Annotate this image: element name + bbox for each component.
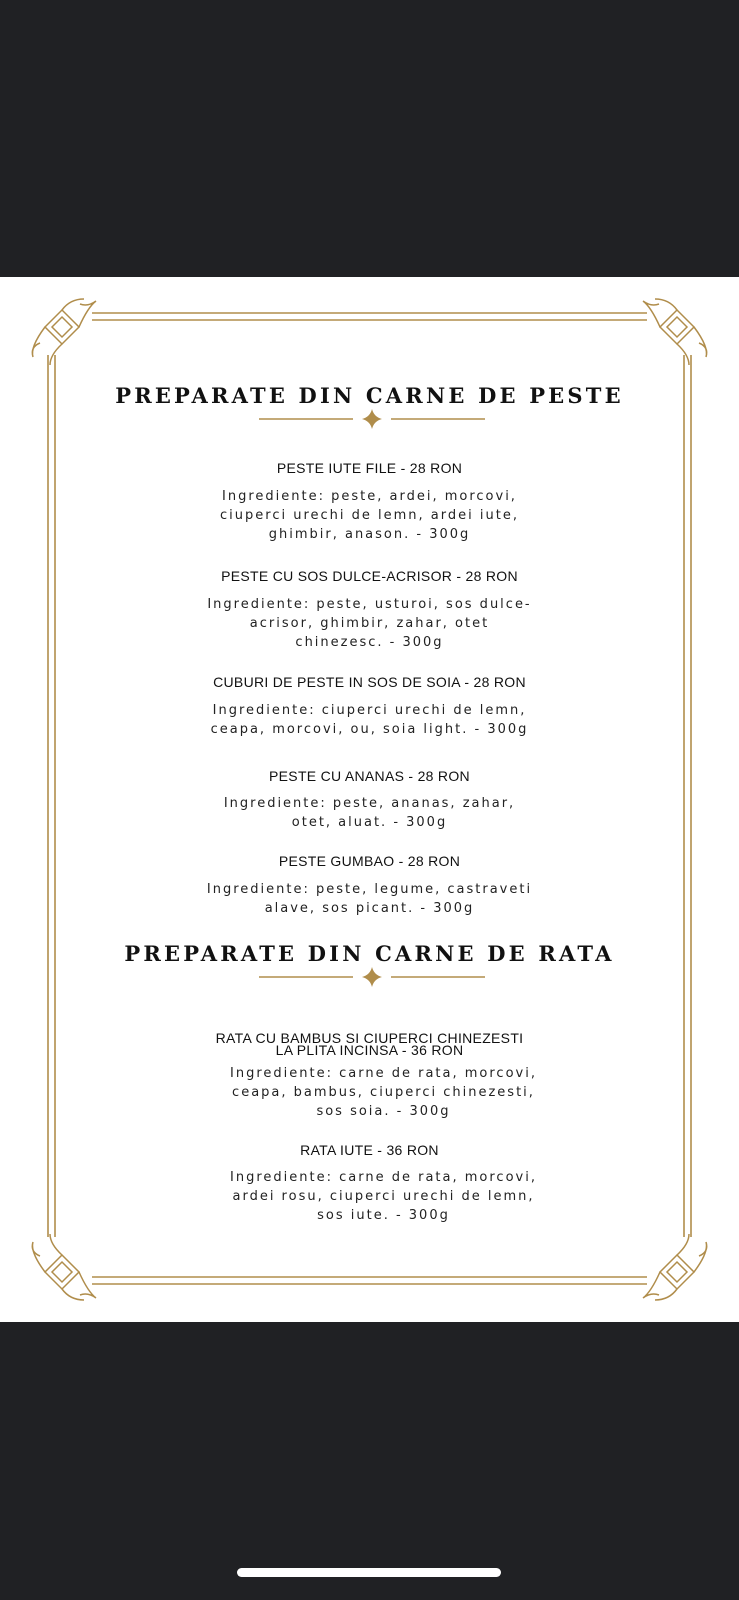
star-divider-icon <box>259 407 485 431</box>
menu-item-description: Ingrediente: carne de rata, morcovi, ardei rosu, ciuperci urechi de lemn, sos iute. - 300g <box>230 1170 537 1223</box>
menu-item-description: Ingrediente: peste, ananas, zahar, otet, aluat. - 300g <box>223 796 516 830</box>
menu-item-name: CUBURI DE PESTE IN SOS DE SOIA - 28 RON <box>213 674 526 690</box>
menu-item-name: PESTE GUMBAO - 28 RON <box>278 853 461 869</box>
menu-item-name: RATA CU BAMBUS SI CIUPERCI CHINEZESTI LA PLITA INCINSA - 36 RON <box>215 1030 524 1058</box>
section-title-fish: PREPARATE DIN CARNE DE PESTE <box>115 383 624 408</box>
corner-ornament-top-right-icon <box>643 299 707 365</box>
menu-item-description: Ingrediente: ciuperci urechi de lemn, ceapa, morcovi, ou, soia light. - 300g <box>210 703 529 737</box>
menu-item-name: RATA IUTE - 36 RON <box>300 1142 439 1158</box>
menu-item-description: Ingrediente: peste, usturoi, sos dulce- acrisor, ghimbir, zahar, otet chinezesc. - 300g <box>207 597 532 650</box>
corner-ornament-bottom-left-icon <box>32 1234 96 1300</box>
menu-item-description: Ingrediente: carne de rata, morcovi, ceapa, bambus, ciuperci chinezesti, sos soia. - 300g <box>230 1066 537 1119</box>
star-divider-icon <box>259 965 485 989</box>
menu-item-name: PESTE CU ANANAS - 28 RON <box>269 768 470 784</box>
corner-ornament-top-left-icon <box>32 299 96 365</box>
corner-ornament-bottom-right-icon <box>643 1234 707 1300</box>
menu-item-description: Ingrediente: peste, legume, castraveti alave, sos picant. - 300g <box>206 882 533 916</box>
home-indicator[interactable] <box>237 1568 501 1577</box>
menu-item-name: PESTE CU SOS DULCE-ACRISOR - 28 RON <box>221 568 518 584</box>
section-title-duck: PREPARATE DIN CARNE DE RATA <box>124 941 615 966</box>
menu-item-description: Ingrediente: peste, ardei, morcovi, ciuperci urechi de lemn, ardei iute, ghimbir, anason. - 300g <box>220 489 519 542</box>
menu-item-name: PESTE IUTE FILE - 28 RON <box>276 460 463 476</box>
menu-card <box>0 277 739 1322</box>
